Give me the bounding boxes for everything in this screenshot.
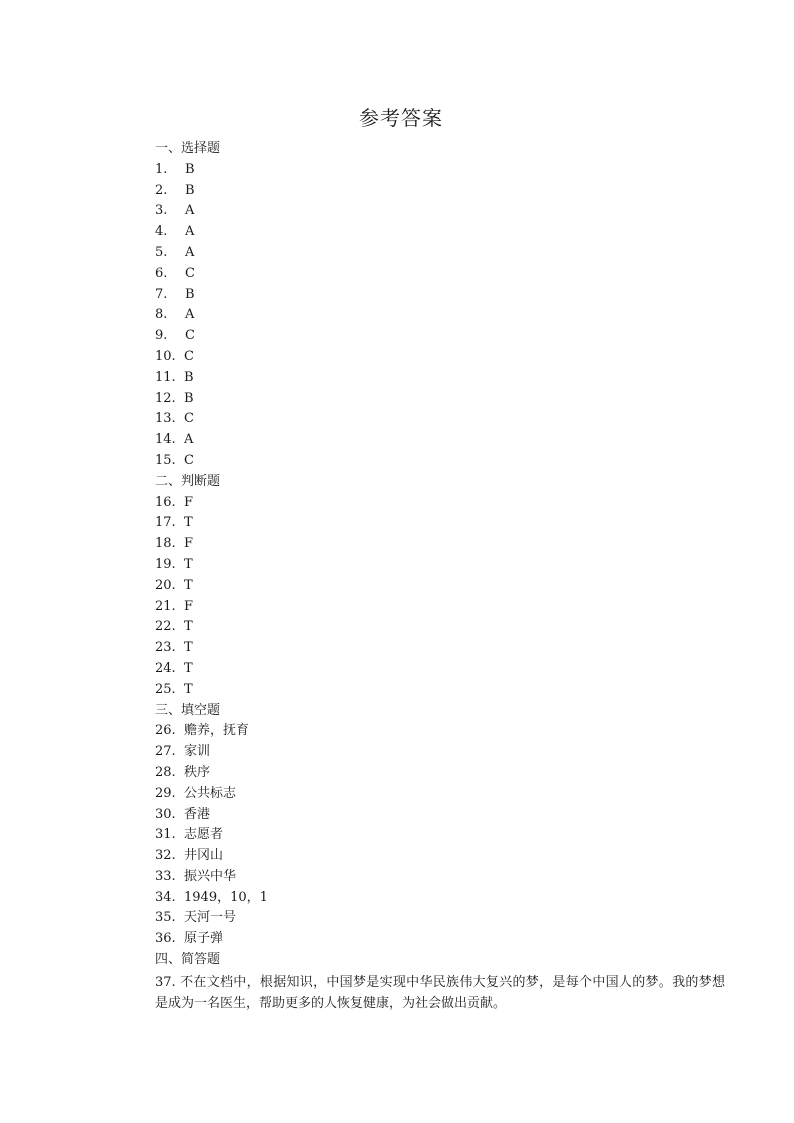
answer-row (155, 305, 725, 326)
page-title: 参考答案 (359, 106, 443, 130)
question-number: 25. (155, 681, 176, 697)
answer-row (155, 409, 725, 430)
answer-value: 香港 (184, 806, 211, 822)
answer-row (155, 264, 725, 285)
answer-row (155, 160, 725, 181)
question-number: 10. (155, 348, 176, 364)
answer-value: A (184, 432, 194, 448)
answer-row (155, 430, 725, 451)
answer-row (155, 763, 725, 784)
question-number: 3. (155, 203, 168, 219)
question-number: 35. (155, 910, 176, 926)
answer-row (155, 243, 725, 264)
question-number: 22. (155, 619, 176, 635)
answer-row (155, 222, 725, 243)
answer-row (155, 493, 725, 514)
answer-value: 1949，10，1 (184, 889, 268, 905)
answer-row (155, 867, 725, 888)
answer-row (155, 846, 725, 867)
answer-value: F (184, 494, 194, 510)
question-number: 19. (155, 556, 176, 572)
answer-value: F (184, 598, 194, 614)
answer-row (155, 326, 725, 347)
answer-row (155, 534, 725, 555)
answer-row (155, 908, 725, 929)
question-number: 33. (155, 868, 176, 884)
answer-value: 原子弹 (184, 931, 224, 947)
answer-value: C (185, 328, 195, 344)
question-number: 26. (155, 723, 176, 739)
question-number: 32. (155, 848, 176, 864)
question-number: 23. (155, 640, 176, 656)
question-number: 7. (155, 286, 168, 302)
answer-row (155, 597, 725, 618)
question-number: 20. (155, 577, 176, 593)
question-number: 5. (155, 244, 168, 260)
question-number: 14. (155, 432, 176, 448)
answer-row (155, 368, 725, 389)
answer-value: T (184, 515, 193, 531)
answer-row (155, 805, 725, 826)
answer-row (155, 576, 725, 597)
answer-row (155, 201, 725, 222)
answer-list (155, 139, 725, 1014)
question-number: 9. (155, 328, 168, 344)
answer-value: 赡养，抚育 (184, 723, 250, 739)
section-heading-choice: 一、选择题 (155, 141, 221, 156)
question-number: 30. (155, 806, 176, 822)
answer-value: B (185, 182, 195, 198)
answer-value: C (184, 452, 194, 468)
answer-value: 不在文档中，根据知识，中国梦是实现中华民族伟大复兴的梦，是每个中国人的梦。我的梦想是成为一名医生，帮助更多的人恢复健康，为社会做出贡献。 (155, 974, 725, 1011)
section-heading-short-answer: 四、简答题 (155, 952, 221, 968)
question-number: 6. (155, 265, 168, 281)
answer-value: T (184, 660, 193, 676)
answer-value: B (185, 161, 195, 177)
answer-value: 秩序 (184, 764, 211, 780)
section-heading-true-false: 二、判断题 (155, 473, 221, 489)
answer-row (155, 825, 725, 846)
answer-value: C (185, 265, 195, 281)
question-number: 18. (155, 536, 176, 552)
answer-value: 志愿者 (184, 827, 224, 843)
question-number: 1. (155, 161, 168, 177)
question-number: 8. (155, 307, 168, 323)
answer-row (155, 451, 725, 472)
answer-value: C (184, 348, 194, 364)
answer-row (155, 929, 725, 950)
question-number: 16. (155, 494, 176, 510)
answer-row (155, 659, 725, 680)
answer-row (155, 285, 725, 306)
answer-paragraph (155, 972, 725, 1014)
section-heading-fill-blank: 三、填空题 (155, 702, 221, 718)
question-number: 36. (155, 931, 176, 947)
answer-row (155, 347, 725, 368)
answer-row (155, 389, 725, 410)
answer-value: B (184, 390, 194, 406)
answer-value: C (184, 411, 194, 427)
question-number: 2. (155, 182, 168, 198)
question-number: 37. (155, 974, 176, 990)
answer-value: A (185, 307, 195, 323)
question-number: 13. (155, 411, 176, 427)
question-number: 28. (155, 764, 176, 780)
answer-value: B (185, 286, 195, 302)
answer-row (155, 680, 725, 701)
answer-value: 井冈山 (184, 848, 224, 864)
answer-row (155, 784, 725, 805)
answer-value: 家训 (184, 744, 211, 760)
answer-row (155, 742, 725, 763)
answer-value: B (184, 369, 194, 385)
question-number: 29. (155, 785, 176, 801)
answer-row (155, 555, 725, 576)
answer-row (155, 617, 725, 638)
answer-value: T (184, 577, 193, 593)
question-number: 27. (155, 744, 176, 760)
answer-row (155, 888, 725, 909)
question-number: 24. (155, 660, 176, 676)
question-number: 4. (155, 224, 168, 240)
answer-value: 公共标志 (184, 785, 237, 801)
answer-row (155, 638, 725, 659)
answer-row (155, 181, 725, 202)
answer-value: 振兴中华 (184, 868, 237, 884)
answer-value: A (185, 224, 195, 240)
answer-value: T (184, 681, 193, 697)
answer-value: 天河一号 (184, 910, 237, 926)
question-number: 15. (155, 452, 176, 468)
answer-value: F (184, 536, 194, 552)
answer-row (155, 721, 725, 742)
answer-value: A (185, 244, 195, 260)
question-number: 12. (155, 390, 176, 406)
question-number: 31. (155, 827, 176, 843)
answer-row (155, 513, 725, 534)
question-number: 34. (155, 889, 176, 905)
question-number: 11. (155, 369, 176, 385)
question-number: 21. (155, 598, 176, 614)
answer-value: T (184, 556, 193, 572)
answer-value: T (184, 619, 193, 635)
question-number: 17. (155, 515, 176, 531)
answer-value: T (184, 640, 193, 656)
answer-value: A (185, 203, 195, 219)
